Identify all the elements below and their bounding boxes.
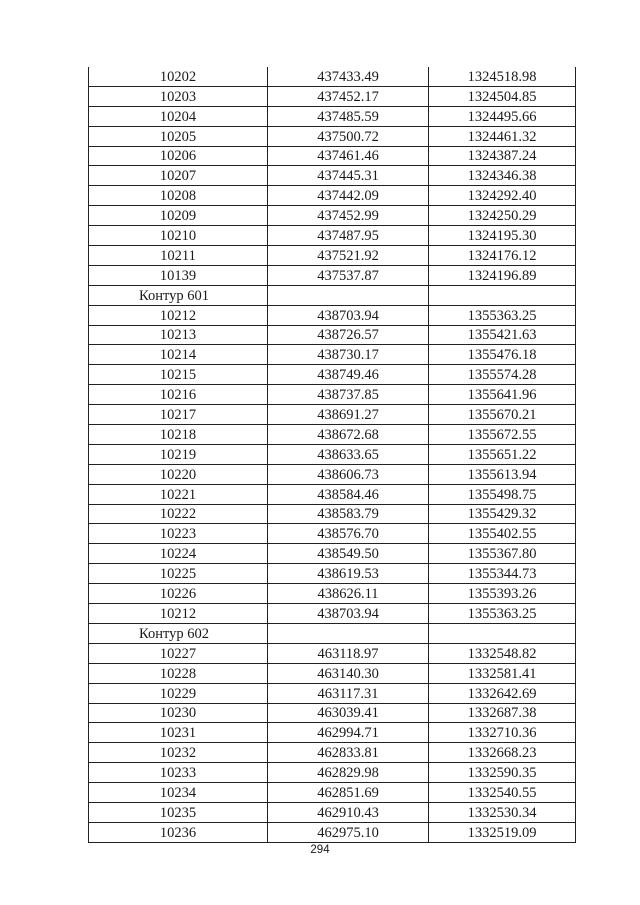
coordinates-table [88, 67, 576, 843]
point-id-cell: 10209 [89, 206, 268, 226]
point-row [89, 106, 576, 126]
empty-cell [268, 623, 429, 643]
x-coordinate-cell: 462910.43 [268, 802, 429, 822]
point-id-cell: 10203 [89, 86, 268, 106]
point-row [89, 822, 576, 842]
contour-label: Контур 601 [89, 285, 268, 305]
point-row [89, 802, 576, 822]
y-coordinate-cell: 1355670.21 [429, 405, 576, 425]
point-id-cell: 10226 [89, 584, 268, 604]
y-coordinate-cell: 1355574.28 [429, 365, 576, 385]
contour-header-row [89, 285, 576, 305]
y-coordinate-cell: 1355367.80 [429, 544, 576, 564]
y-coordinate-cell: 1332590.35 [429, 763, 576, 783]
point-row [89, 683, 576, 703]
point-row [89, 484, 576, 504]
point-row [89, 564, 576, 584]
point-row [89, 604, 576, 624]
point-id-cell: 10207 [89, 166, 268, 186]
x-coordinate-cell: 438691.27 [268, 405, 429, 425]
point-row [89, 126, 576, 146]
x-coordinate-cell: 438584.46 [268, 484, 429, 504]
point-id-cell: 10208 [89, 186, 268, 206]
x-coordinate-cell: 438633.65 [268, 444, 429, 464]
point-id-cell: 10219 [89, 444, 268, 464]
point-id-cell: 10139 [89, 265, 268, 285]
x-coordinate-cell: 463140.30 [268, 663, 429, 683]
x-coordinate-cell: 438703.94 [268, 604, 429, 624]
point-row [89, 584, 576, 604]
point-row [89, 544, 576, 564]
point-id-cell: 10213 [89, 325, 268, 345]
x-coordinate-cell: 438626.11 [268, 584, 429, 604]
y-coordinate-cell: 1332668.23 [429, 743, 576, 763]
point-id-cell: 10220 [89, 464, 268, 484]
y-coordinate-cell: 1355429.32 [429, 504, 576, 524]
point-row [89, 444, 576, 464]
y-coordinate-cell: 1355651.22 [429, 444, 576, 464]
x-coordinate-cell: 438619.53 [268, 564, 429, 584]
x-coordinate-cell: 462851.69 [268, 783, 429, 803]
point-id-cell: 10218 [89, 425, 268, 445]
point-row [89, 643, 576, 663]
point-id-cell: 10236 [89, 822, 268, 842]
point-row [89, 783, 576, 803]
point-row [89, 723, 576, 743]
point-id-cell: 10222 [89, 504, 268, 524]
x-coordinate-cell: 437487.95 [268, 226, 429, 246]
y-coordinate-cell: 1324196.89 [429, 265, 576, 285]
x-coordinate-cell: 438730.17 [268, 345, 429, 365]
y-coordinate-cell: 1324387.24 [429, 146, 576, 166]
y-coordinate-cell: 1324495.66 [429, 106, 576, 126]
point-id-cell: 10215 [89, 365, 268, 385]
point-id-cell: 10234 [89, 783, 268, 803]
y-coordinate-cell: 1355393.26 [429, 584, 576, 604]
x-coordinate-cell: 438726.57 [268, 325, 429, 345]
point-id-cell: 10225 [89, 564, 268, 584]
y-coordinate-cell: 1324176.12 [429, 246, 576, 266]
point-row [89, 464, 576, 484]
y-coordinate-cell: 1332519.09 [429, 822, 576, 842]
point-id-cell: 10217 [89, 405, 268, 425]
x-coordinate-cell: 463117.31 [268, 683, 429, 703]
point-row [89, 206, 576, 226]
point-id-cell: 10227 [89, 643, 268, 663]
x-coordinate-cell: 437433.49 [268, 67, 429, 86]
y-coordinate-cell: 1355641.96 [429, 385, 576, 405]
x-coordinate-cell: 438703.94 [268, 305, 429, 325]
x-coordinate-cell: 438549.50 [268, 544, 429, 564]
point-row [89, 524, 576, 544]
page-number: 294 [310, 844, 330, 856]
x-coordinate-cell: 463118.97 [268, 643, 429, 663]
point-id-cell: 10235 [89, 802, 268, 822]
x-coordinate-cell: 437537.87 [268, 265, 429, 285]
point-id-cell: 10202 [89, 67, 268, 86]
x-coordinate-cell: 462994.71 [268, 723, 429, 743]
x-coordinate-cell: 438576.70 [268, 524, 429, 544]
y-coordinate-cell: 1355672.55 [429, 425, 576, 445]
y-coordinate-cell: 1324461.32 [429, 126, 576, 146]
y-coordinate-cell: 1355613.94 [429, 464, 576, 484]
x-coordinate-cell: 462975.10 [268, 822, 429, 842]
x-coordinate-cell: 437452.99 [268, 206, 429, 226]
y-coordinate-cell: 1355344.73 [429, 564, 576, 584]
coordinates-table-body [89, 67, 576, 842]
y-coordinate-cell: 1324292.40 [429, 186, 576, 206]
contour-label: Контур 602 [89, 623, 268, 643]
point-row [89, 504, 576, 524]
y-coordinate-cell: 1355476.18 [429, 345, 576, 365]
point-id-cell: 10204 [89, 106, 268, 126]
point-row [89, 305, 576, 325]
point-id-cell: 10214 [89, 345, 268, 365]
y-coordinate-cell: 1324504.85 [429, 86, 576, 106]
point-row [89, 405, 576, 425]
y-coordinate-cell: 1355402.55 [429, 524, 576, 544]
point-row [89, 186, 576, 206]
point-id-cell: 10216 [89, 385, 268, 405]
point-id-cell: 10232 [89, 743, 268, 763]
point-id-cell: 10212 [89, 604, 268, 624]
point-row [89, 325, 576, 345]
x-coordinate-cell: 462833.81 [268, 743, 429, 763]
point-row [89, 365, 576, 385]
empty-cell [429, 285, 576, 305]
y-coordinate-cell: 1332710.36 [429, 723, 576, 743]
point-id-cell: 10230 [89, 703, 268, 723]
x-coordinate-cell: 437500.72 [268, 126, 429, 146]
x-coordinate-cell: 438606.73 [268, 464, 429, 484]
y-coordinate-cell: 1355421.63 [429, 325, 576, 345]
point-row [89, 425, 576, 445]
y-coordinate-cell: 1324346.38 [429, 166, 576, 186]
x-coordinate-cell: 437452.17 [268, 86, 429, 106]
point-id-cell: 10211 [89, 246, 268, 266]
point-row [89, 67, 576, 86]
x-coordinate-cell: 463039.41 [268, 703, 429, 723]
x-coordinate-cell: 438672.68 [268, 425, 429, 445]
point-row [89, 166, 576, 186]
point-row [89, 743, 576, 763]
x-coordinate-cell: 437521.92 [268, 246, 429, 266]
point-id-cell: 10212 [89, 305, 268, 325]
point-id-cell: 10221 [89, 484, 268, 504]
y-coordinate-cell: 1355363.25 [429, 305, 576, 325]
point-row [89, 345, 576, 365]
y-coordinate-cell: 1332530.34 [429, 802, 576, 822]
x-coordinate-cell: 437461.46 [268, 146, 429, 166]
y-coordinate-cell: 1355363.25 [429, 604, 576, 624]
point-row [89, 265, 576, 285]
point-row [89, 86, 576, 106]
point-id-cell: 10228 [89, 663, 268, 683]
point-id-cell: 10223 [89, 524, 268, 544]
point-id-cell: 10224 [89, 544, 268, 564]
x-coordinate-cell: 438749.46 [268, 365, 429, 385]
empty-cell [268, 285, 429, 305]
contour-header-row [89, 623, 576, 643]
x-coordinate-cell: 438737.85 [268, 385, 429, 405]
y-coordinate-cell: 1332642.69 [429, 683, 576, 703]
x-coordinate-cell: 437485.59 [268, 106, 429, 126]
y-coordinate-cell: 1332687.38 [429, 703, 576, 723]
point-id-cell: 10206 [89, 146, 268, 166]
x-coordinate-cell: 462829.98 [268, 763, 429, 783]
point-row [89, 763, 576, 783]
point-row [89, 663, 576, 683]
point-row [89, 146, 576, 166]
y-coordinate-cell: 1332548.82 [429, 643, 576, 663]
y-coordinate-cell: 1324250.29 [429, 206, 576, 226]
point-id-cell: 10229 [89, 683, 268, 703]
point-id-cell: 10210 [89, 226, 268, 246]
y-coordinate-cell: 1332581.41 [429, 663, 576, 683]
y-coordinate-cell: 1324195.30 [429, 226, 576, 246]
point-row [89, 226, 576, 246]
y-coordinate-cell: 1355498.75 [429, 484, 576, 504]
x-coordinate-cell: 437442.09 [268, 186, 429, 206]
point-id-cell: 10205 [89, 126, 268, 146]
empty-cell [429, 623, 576, 643]
x-coordinate-cell: 437445.31 [268, 166, 429, 186]
point-row [89, 703, 576, 723]
point-id-cell: 10233 [89, 763, 268, 783]
y-coordinate-cell: 1324518.98 [429, 67, 576, 86]
x-coordinate-cell: 438583.79 [268, 504, 429, 524]
point-row [89, 246, 576, 266]
point-row [89, 385, 576, 405]
point-id-cell: 10231 [89, 723, 268, 743]
y-coordinate-cell: 1332540.55 [429, 783, 576, 803]
